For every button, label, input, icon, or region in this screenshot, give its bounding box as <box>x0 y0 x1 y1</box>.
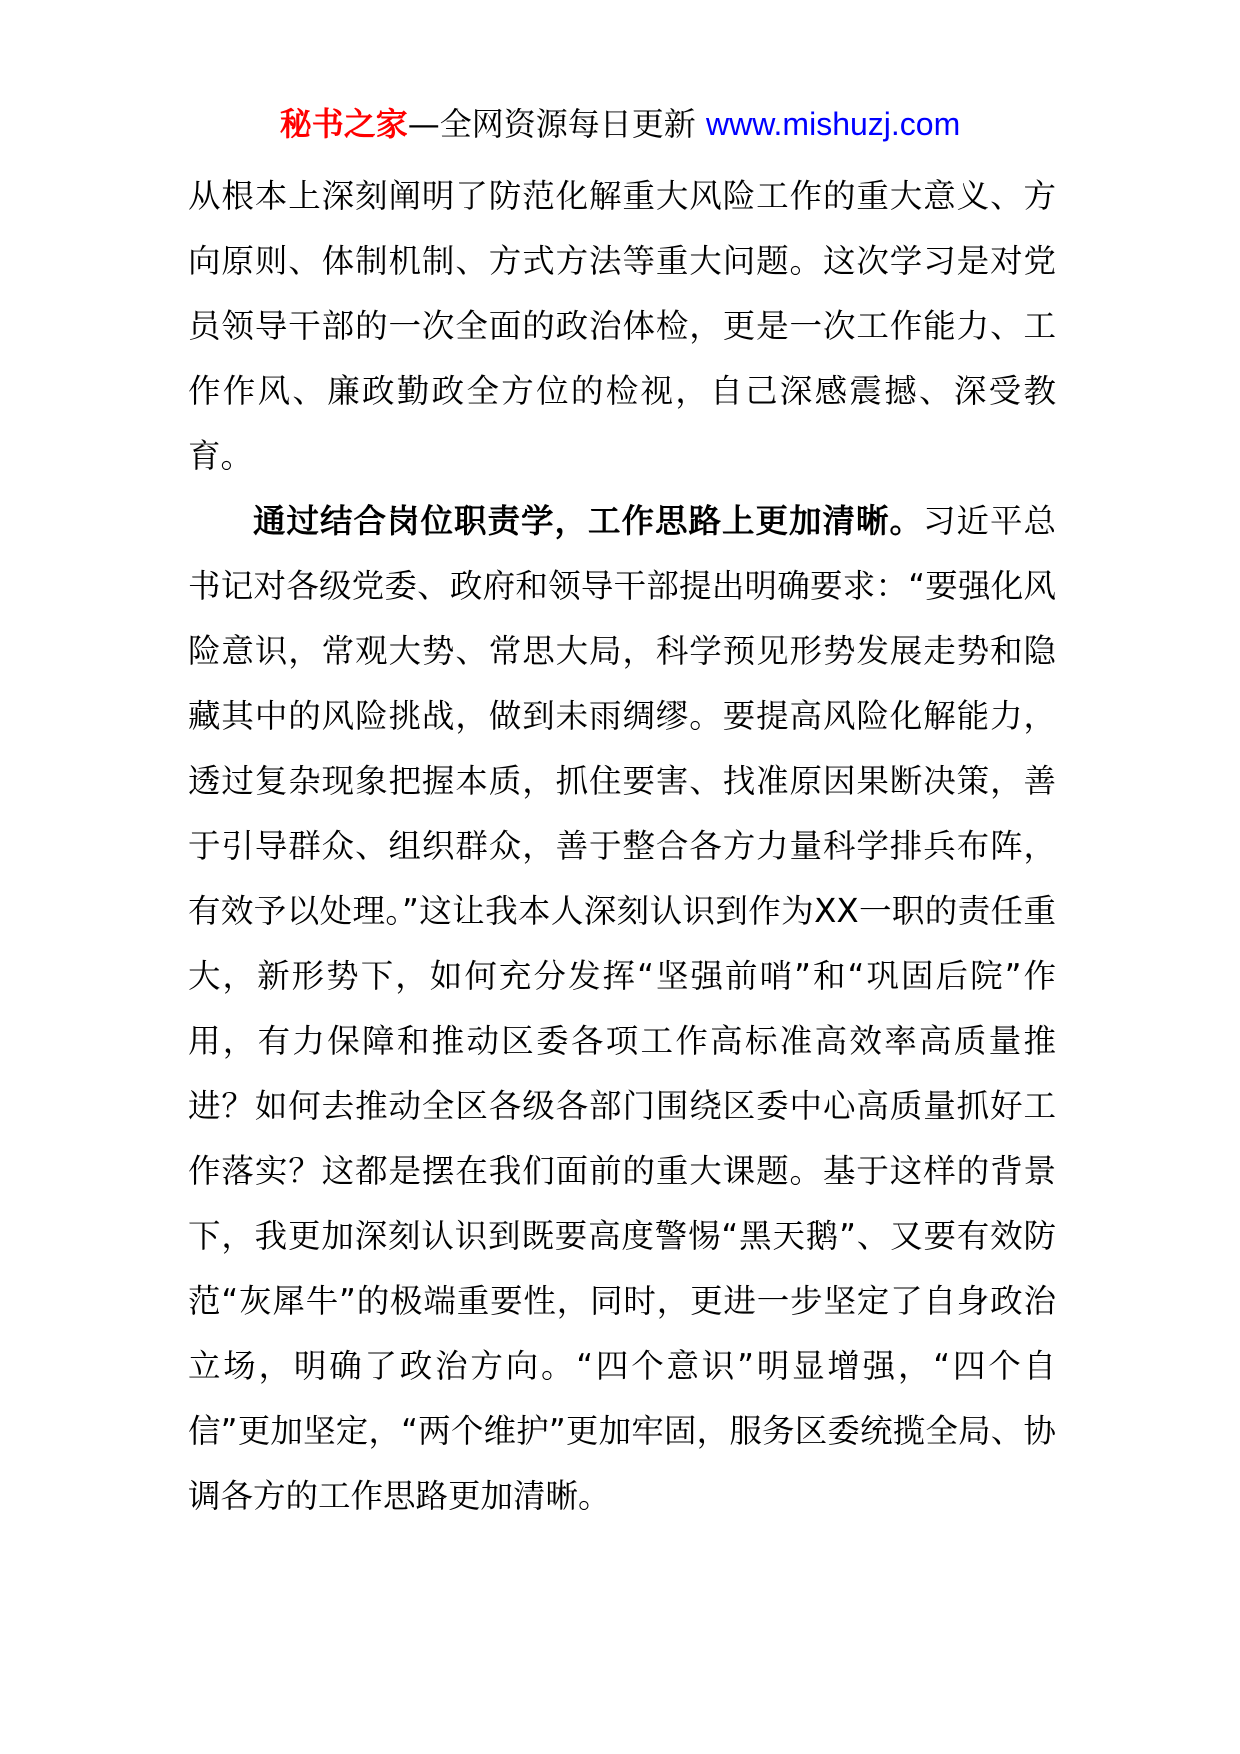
page-header <box>0 102 1240 146</box>
paragraph-continuation <box>188 164 1056 489</box>
header-brand: 秘书之家 <box>279 105 408 143</box>
paragraph-text: 从根本上深刻阐明了防范化解重大风险工作的重大意义、方向原则、体制机制、方式方法等重大问题。这次学习是对党员领导干部的一次全面的政治体检，更是一次工作能力、工作作风、廉政勤政全方位的检视，自己深感震撼、深受教育。 <box>188 177 1056 475</box>
paragraph-lead-heading: 通过结合岗位职责学，工作思路上更加清晰。 <box>253 502 923 540</box>
paragraph-text: 习近平总书记对各级党委、政府和领导干部提出明确要求：“要强化风险意识，常观大势、常思大局，科学预见形势发展走势和隐藏其中的风险挑战，做到未雨绸缪。要提高风险化解能力，透过复杂现象把握本质，抓住要害、找准原因果断决策，善于引导群众、组织群众，善于整合各方力量科学排兵布阵，有效予以处理。”这让我本人深刻认识到作为XX一职的责任重大，新形势下，如何充分发挥“坚强前哨”和“巩固后院”作用，有力保障和推动区委各项工作高标准高效率高质量推进？如何去推动全区各级各部门围绕区委中心高质量抓好工作落实？这都是摆在我们面前的重大课题。基于这样的背景下，我更加深刻认识到既要高度警惕“黑天鹅”、又要有效防范“灰犀牛”的极端重要性，同时，更进一步坚定了自身政治立场，明确了政治方向。“四个意识”明显增强，“四个自信”更加坚定，“两个维护”更加牢固，服务区委统揽全局、协调各方的工作思路更加清晰。 <box>188 502 1056 1515</box>
document-body <box>188 164 1056 1529</box>
paragraph-section <box>188 489 1056 1529</box>
header-tagline: —全网资源每日更新 <box>407 105 706 143</box>
header-url-link[interactable]: www.mishuzj.com <box>705 106 961 142</box>
